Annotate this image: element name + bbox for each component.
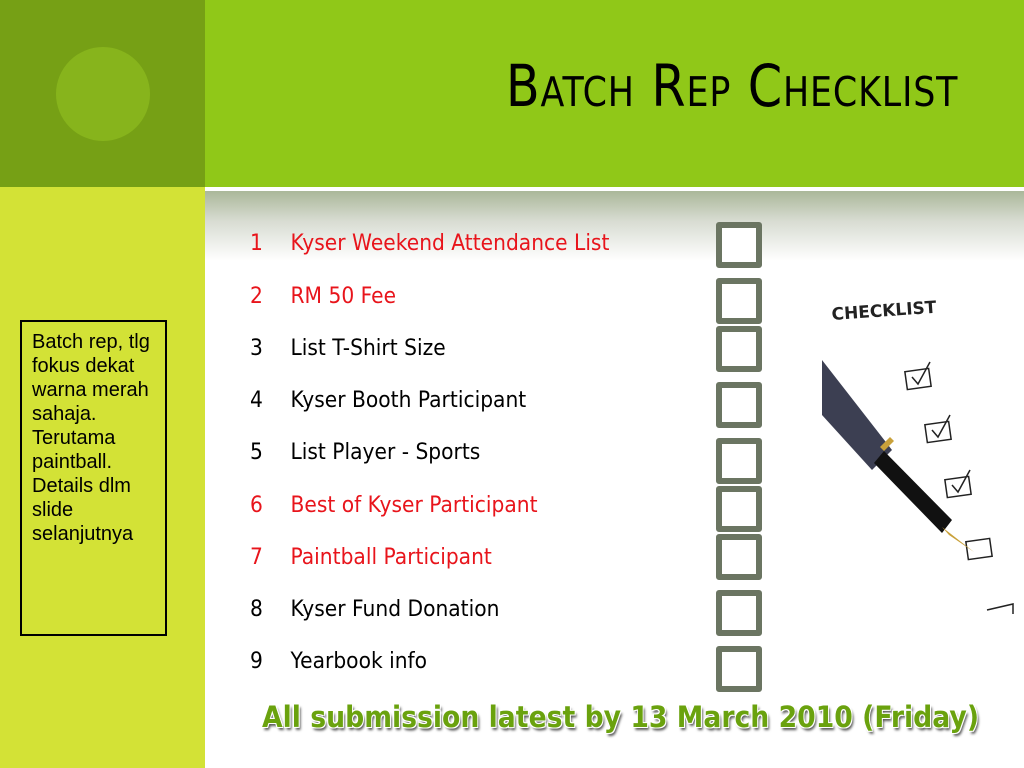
- checklist-item: [250, 491, 538, 521]
- checklist-item: [250, 647, 427, 677]
- checkbox[interactable]: [716, 326, 762, 372]
- item-number: 8: [250, 597, 263, 622]
- note-box: Batch rep, tlg fokus dekat warna merah sahaja. Terutama paintball. Details dlm slide selanjutnya: [20, 320, 167, 636]
- item-label: Paintball Participant: [290, 545, 492, 570]
- checklist-item: [250, 543, 492, 573]
- item-label: Kyser Weekend Attendance List: [290, 231, 610, 256]
- checkbox[interactable]: [716, 646, 762, 692]
- item-number: 1: [250, 231, 263, 256]
- checklist-image-heading: CHECKLIST: [830, 297, 938, 325]
- checklist-item: [250, 282, 396, 312]
- corner-block: [0, 0, 205, 187]
- checklist-item: [250, 334, 446, 364]
- item-number: 5: [250, 440, 263, 465]
- checkbox[interactable]: [716, 382, 762, 428]
- item-label: List T-Shirt Size: [290, 336, 446, 361]
- checklist-item: [250, 386, 526, 416]
- title-bar: [205, 0, 1024, 187]
- checklist-item: [250, 595, 499, 625]
- item-number: 7: [250, 545, 263, 570]
- item-number: 2: [250, 284, 263, 309]
- item-label: Kyser Fund Donation: [290, 597, 500, 622]
- submission-deadline: All submission latest by 13 March 2010 (Friday): [262, 700, 980, 734]
- checklist-item: [250, 229, 609, 259]
- checkbox[interactable]: [716, 222, 762, 268]
- checkbox[interactable]: [716, 590, 762, 636]
- item-number: 6: [250, 493, 263, 518]
- checkbox[interactable]: [716, 438, 762, 484]
- item-number: 9: [250, 649, 263, 674]
- item-number: 4: [250, 388, 263, 413]
- item-label: Yearbook info: [290, 649, 428, 674]
- item-label: Best of Kyser Participant: [290, 493, 538, 518]
- checkbox[interactable]: [716, 278, 762, 324]
- checklist-pen-image: [822, 265, 1024, 615]
- item-label: RM 50 Fee: [290, 284, 397, 309]
- decorative-circle: [56, 47, 150, 141]
- item-label: Kyser Booth Participant: [290, 388, 527, 413]
- checklist-item: [250, 438, 480, 468]
- checkbox[interactable]: [716, 534, 762, 580]
- item-number: 3: [250, 336, 263, 361]
- slide-title: Batch Rep Checklist: [505, 52, 958, 120]
- checkbox[interactable]: [716, 486, 762, 532]
- item-label: List Player - Sports: [290, 440, 481, 465]
